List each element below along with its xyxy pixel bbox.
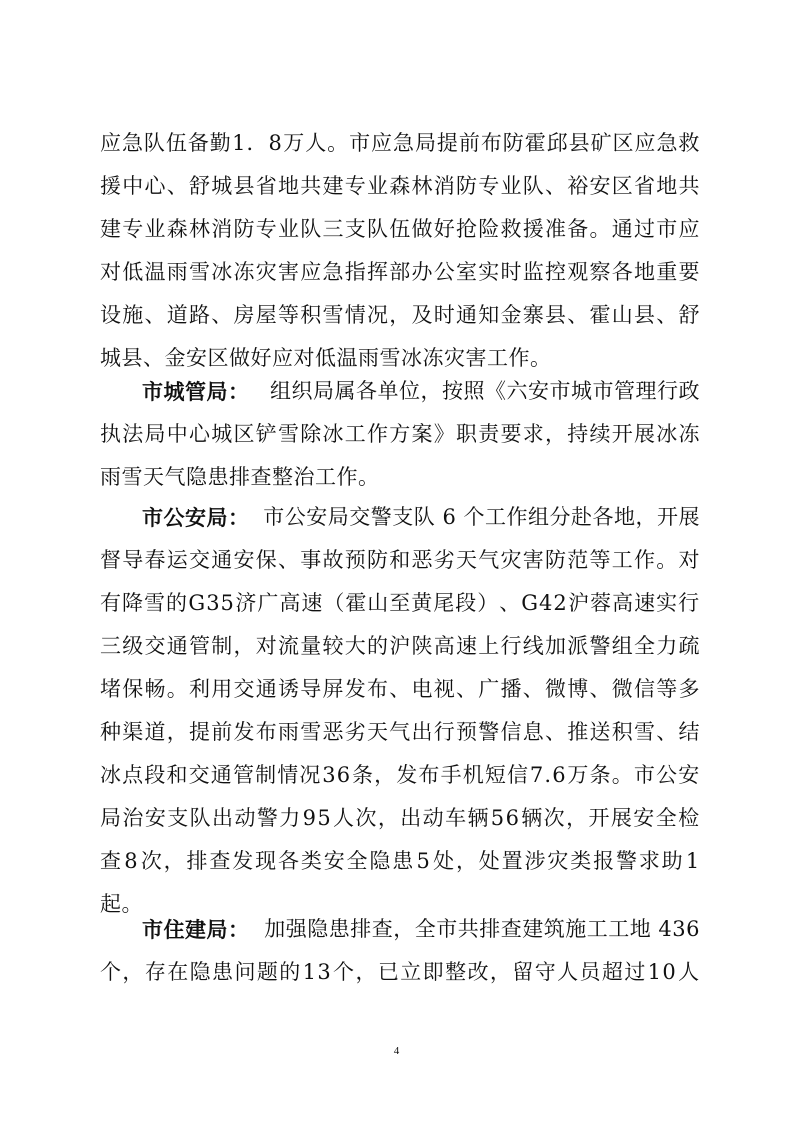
text-line-first: [100, 370, 700, 413]
text-line: 对 低 温 雨 雪 冰 冻 灾 害 应 急 指 挥 部 办 公 室 实 时 监 控 观 察 各 地 重 要: [100, 260, 700, 284]
text-run: 市公安局交警支队 6 个工作组分赴各地，开展: [263, 505, 700, 529]
paragraph-urban-management-bureau: [100, 370, 700, 499]
text-line: 三 级 交 通 管 制 ， 对 流 量 较 大 的 沪 陕 高 速 上 行 线 加 派 警 组 全 力 疏: [100, 634, 700, 658]
text-line: 应 急 队 伍 备 勤 1 ． 8 万 人 。 市 应 急 局 提 前 布 防 霍 邱 县 矿 区 应 急 救: [100, 131, 700, 155]
text-line: 设 施 、 道 路 、 房 屋 等 积 雪 情 况 ， 及 时 通 知 金 寨 县 、 霍 山 县 、 舒: [100, 303, 700, 327]
page-number: 4: [393, 1045, 400, 1057]
text-run: 加强隐患排查，全市共排查建筑施工工地 436: [264, 917, 700, 941]
text-line: 堵 保 畅 。 利 用 交 通 诱 导 屏 发 布 、 电 视 、 广 播 、 微 博 、 微 信 等 多: [100, 677, 700, 701]
text-line: 有 降 雪 的 G 3 5 济 广 高 速 （ 霍 山 至 黄 尾 段 ） 、 G 4 2 沪 蓉 高 速 实 行: [100, 591, 700, 615]
paragraph-emergency-bureau: [100, 122, 700, 380]
text-line: 城县、金安区做好应对低温雨雪冰冻灾害工作。: [100, 346, 552, 370]
text-line: 查 8 次 ， 排 查 发 现 各 类 安 全 隐 患 5 处 ， 处 置 涉 灾 类 报 警 求 助 1: [100, 849, 700, 873]
paragraph-heading: 市城管局：: [142, 379, 250, 404]
text-run: 组织局属各单位，按照《六安市城市管理行政: [270, 379, 700, 403]
text-line: 局 治 安 支 队 出 动 警 力 9 5 人 次 ， 出 动 车 辆 5 6 辆 次 ， 开 展 安 全 检: [100, 806, 700, 830]
text-line: 督 导 春 运 交 通 安 保 、 事 故 预 防 和 恶 劣 天 气 灾 害 防 范 等 工 作 。 对: [100, 548, 700, 572]
paragraph-heading: 市公安局：: [142, 505, 250, 530]
text-line-first: [100, 496, 700, 539]
text-line: 个 ， 存 在 隐 患 问 题 的 1 3 个 ， 已 立 即 整 改 ， 留 守 人 员 超 过 1 0 人: [100, 960, 700, 984]
text-line: 建 专 业 森 林 消 防 专 业 队 三 支 队 伍 做 好 抢 险 救 援 准 备 。 通 过 市 应: [100, 217, 700, 241]
text-line: 种 渠 道 ， 提 前 发 布 雨 雪 恶 劣 天 气 出 行 预 警 信 息 、 推 送 积 雪 、 结: [100, 720, 700, 744]
text-line: 冰 点 段 和 交 通 管 制 情 况 3 6 条 ， 发 布 手 机 短 信 7 . 6 万 条 。 市 公 安: [100, 763, 700, 787]
text-line: 执 法 局 中 心 城 区 铲 雪 除 冰 工 作 方 案 》 职 责 要 求 ， 持 续 开 展 冰 冻: [100, 422, 700, 446]
text-line-first: [100, 908, 700, 951]
paragraph-housing-construction-bureau: [100, 908, 700, 994]
text-line: 起。: [100, 892, 143, 916]
paragraph-public-security-bureau: [100, 496, 700, 926]
paragraph-heading: 市住建局：: [142, 917, 250, 942]
text-line: 雨雪天气隐患排查整治工作。: [100, 465, 380, 489]
text-line: 援 中 心 、 舒 城 县 省 地 共 建 专 业 森 林 消 防 专 业 队 、 裕 安 区 省 地 共: [100, 174, 700, 198]
